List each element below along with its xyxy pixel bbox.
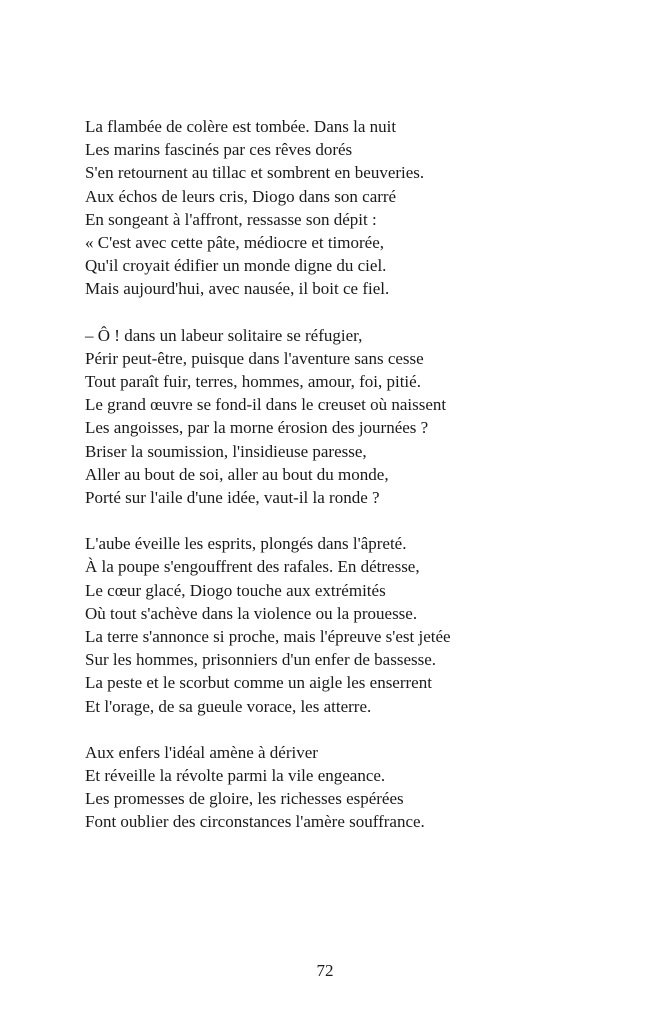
poem-line: Et réveille la révolte parmi la vile engeance. [85,766,386,786]
poem-line: Tout paraît fuir, terres, hommes, amour, foi, pitié. [85,372,421,392]
poem-line: Aller au bout de soi, aller au bout du monde, [85,464,389,484]
poem-line: Font oublier des circonstances l'amère souffrance. [85,812,425,832]
poem-line: Aux enfers l'idéal amène à dériver [85,742,318,762]
stanza-4 [85,741,625,834]
stanza-3 [85,532,625,718]
poem-line: Où tout s'achève dans la violence ou la prouesse. [85,603,418,623]
poem-line: « C'est avec cette pâte, médiocre et timorée, [85,233,385,253]
poem-line: Les angoisses, par la morne érosion des journées ? [85,418,429,438]
poem-line: Périr peut-être, puisque dans l'aventure sans cesse [85,348,424,368]
poem-line: Mais aujourd'hui, avec nausée, il boit ce fiel. [85,279,390,299]
poem-line: Aux échos de leurs cris, Diogo dans son carré [85,186,397,206]
stanza-1 [85,115,625,301]
poem-line: – Ô ! dans un labeur solitaire se réfugier, [85,325,363,345]
poem-line: Les marins fascinés par ces rêves dorés [85,140,353,160]
poem-line: À la poupe s'engouffrent des rafales. En détresse, [85,557,420,577]
poem-line: Qu'il croyait édifier un monde digne du ciel. [85,256,387,276]
page-number: 72 [316,961,334,980]
poem-line: Sur les hommes, prisonniers d'un enfer de bassesse. [85,650,437,670]
poem-line: Et l'orage, de sa gueule vorace, les atterre. [85,696,372,716]
poem-line: Le cœur glacé, Diogo touche aux extrémités [85,580,386,600]
poem-line: En songeant à l'affront, ressasse son dépit : [85,209,377,229]
poem-line: Le grand œuvre se fond-il dans le creuset où naissent [85,395,447,415]
stanza-2 [85,324,625,510]
poem-line: La peste et le scorbut comme un aigle les enserrent [85,673,432,693]
poem-line: La flambée de colère est tombée. Dans la nuit [85,117,397,136]
poem-line: Les promesses de gloire, les richesses espérées [85,789,404,809]
poem-line: La terre s'annonce si proche, mais l'épreuve s'est jetée [85,627,451,647]
poem-body [85,115,625,857]
poem-line: L'aube éveille les esprits, plongés dans l'âpreté. [85,534,407,554]
poem-line: Porté sur l'aile d'une idée, vaut-il la ronde ? [85,488,380,508]
poem-line: Briser la soumission, l'insidieuse paresse, [85,441,367,461]
poem-line: S'en retournent au tillac et sombrent en beuveries. [85,163,425,183]
